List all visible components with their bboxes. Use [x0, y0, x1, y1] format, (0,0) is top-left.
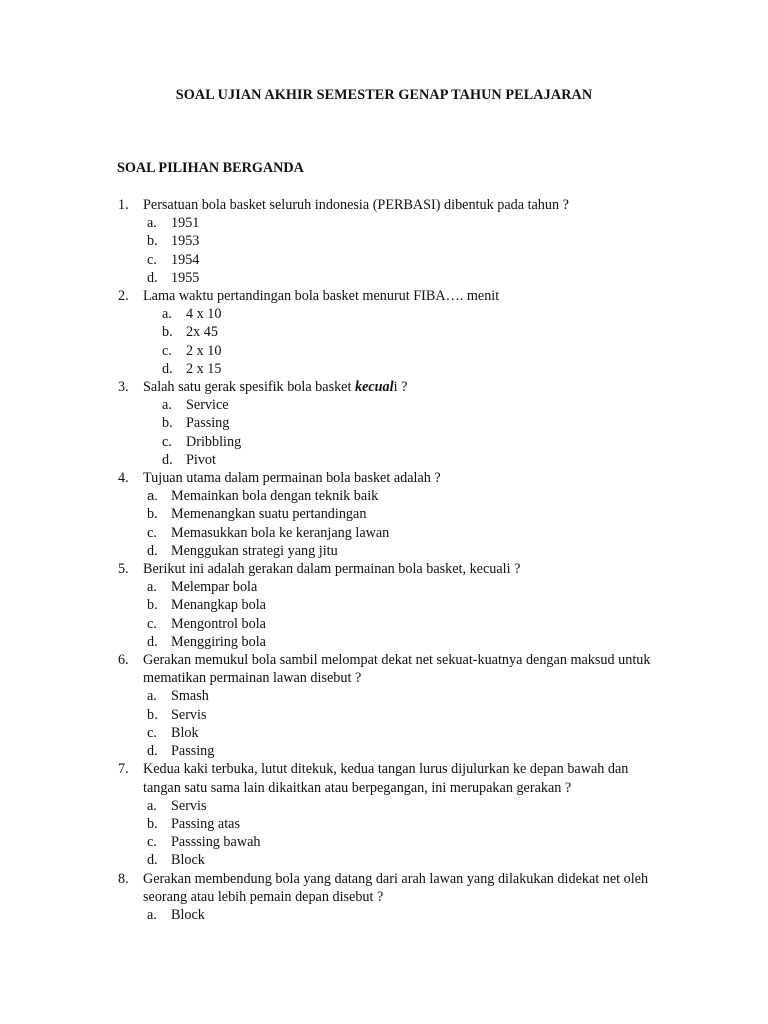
section-title: SOAL PILIHAN BERGANDA	[117, 160, 304, 176]
option-item	[0, 269, 768, 287]
option-letter: a.	[147, 797, 157, 814]
option-item	[0, 505, 768, 523]
option-letter: c.	[147, 615, 157, 632]
option-item	[0, 542, 768, 560]
option-item	[0, 742, 768, 760]
option-letter: d.	[162, 360, 173, 377]
option-item	[0, 596, 768, 614]
option-list	[0, 396, 768, 469]
option-letter: c.	[147, 251, 157, 268]
question-text: Berikut ini adalah gerakan dalam permainan bola basket, kecuali ?	[143, 561, 521, 578]
question-text-before: Salah satu gerak spesifik bola basket	[143, 379, 355, 396]
option-text: 4 x 10	[186, 306, 222, 323]
question-text: Tujuan utama dalam permainan bola basket adalah ?	[143, 470, 441, 487]
option-letter: b.	[147, 233, 158, 250]
question-number: 6.	[118, 652, 129, 669]
option-text: 2 x 15	[186, 360, 222, 377]
option-text: Memenangkan suatu pertandingan	[171, 506, 367, 523]
option-item	[0, 633, 768, 651]
option-list	[0, 214, 768, 287]
option-item	[0, 706, 768, 724]
option-item	[0, 342, 768, 360]
question-emphasis: kecual	[354, 379, 394, 396]
option-item	[0, 797, 768, 815]
option-letter: b.	[147, 815, 158, 832]
option-text: Servis	[171, 797, 207, 814]
option-text: Memainkan bola dengan teknik baik	[171, 488, 379, 505]
option-item	[0, 433, 768, 451]
option-text: Menggukan strategi yang jitu	[171, 542, 338, 559]
question-text: Persatuan bola basket seluruh indonesia (PERBASI) dibentuk pada tahun ?	[143, 197, 569, 213]
question-text: Gerakan memukul bola sambil melompat dekat net sekuat-kuatnya dengan maksud untuk mematikan permainan lawan disebut ?	[143, 652, 651, 687]
option-letter: d.	[147, 743, 158, 760]
question-number: 1.	[118, 197, 129, 213]
option-text: Pivot	[186, 451, 216, 468]
option-text: Memasukkan bola ke keranjang lawan	[171, 524, 390, 541]
option-text: Block	[171, 906, 205, 923]
option-letter: c.	[147, 724, 157, 741]
option-text: 1955	[171, 269, 200, 286]
option-letter: a.	[147, 488, 158, 504]
question-item	[0, 760, 768, 869]
option-item	[0, 487, 768, 505]
question-number: 3.	[118, 379, 129, 396]
option-text: 1954	[171, 251, 200, 268]
option-item	[0, 451, 768, 469]
option-list	[0, 687, 768, 760]
option-item	[0, 615, 768, 633]
option-item	[0, 360, 768, 378]
option-text: Passing atas	[171, 815, 240, 832]
question-item	[0, 196, 768, 287]
option-text: Menggiring bola	[171, 633, 266, 650]
document-title: SOAL UJIAN AKHIR SEMESTER GENAP TAHUN PELAJARAN	[175, 87, 593, 103]
option-text: Servis	[171, 706, 207, 723]
option-letter: d.	[147, 269, 158, 286]
option-letter: a.	[147, 688, 157, 705]
option-letter: d.	[147, 542, 158, 559]
option-letter: b.	[147, 506, 158, 523]
option-letter: d.	[162, 451, 173, 468]
question-item	[0, 469, 768, 560]
option-text: Passsing bawah	[171, 834, 261, 851]
question-number: 5.	[118, 561, 129, 578]
question-number: 7.	[118, 761, 129, 778]
option-item	[0, 815, 768, 833]
option-item	[0, 323, 768, 341]
option-letter: a.	[147, 579, 157, 596]
option-letter: a.	[162, 306, 172, 323]
option-list	[0, 305, 768, 378]
option-letter: b.	[147, 706, 158, 723]
question-item	[0, 378, 768, 469]
option-item	[0, 396, 768, 414]
option-text: Smash	[171, 688, 209, 705]
option-item	[0, 724, 768, 742]
question-item	[0, 560, 768, 651]
option-letter: c.	[162, 342, 172, 359]
option-item	[0, 906, 768, 924]
option-item	[0, 251, 768, 269]
option-item	[0, 305, 768, 323]
option-letter: c.	[147, 834, 157, 851]
question-item	[0, 651, 768, 760]
question-text: Kedua kaki terbuka, lutut ditekuk, kedua tangan lurus dijulurkan ke depan bawah dan tangan satu sama lain dikaitkan atau berpegangan, ini merupakan gerakan ?	[143, 761, 629, 796]
option-letter: c.	[147, 524, 157, 541]
question-text-after: i ?	[393, 379, 408, 396]
option-list	[0, 487, 768, 560]
question-number: 4.	[118, 470, 129, 487]
option-letter: a.	[147, 906, 157, 923]
option-item	[0, 578, 768, 596]
option-text: Menangkap bola	[171, 597, 266, 614]
option-item	[0, 414, 768, 432]
option-list	[0, 797, 768, 870]
option-item	[0, 232, 768, 250]
option-item	[0, 851, 768, 869]
option-letter: a.	[147, 215, 157, 232]
option-item	[0, 833, 768, 851]
option-letter: b.	[162, 324, 173, 341]
option-text: Dribbling	[186, 433, 242, 450]
option-letter: d.	[147, 852, 158, 869]
option-text: 1953	[171, 233, 200, 250]
option-item	[0, 214, 768, 232]
option-text: 1951	[171, 215, 200, 232]
question-number: 8.	[118, 870, 129, 887]
question-item	[0, 287, 768, 378]
option-text: Melempar bola	[171, 579, 258, 596]
option-letter: d.	[147, 633, 158, 650]
option-item	[0, 524, 768, 542]
option-text: Block	[171, 852, 205, 869]
option-text: Service	[186, 397, 229, 414]
option-text: Passing	[171, 743, 215, 760]
option-letter: b.	[147, 597, 158, 614]
question-list	[0, 196, 768, 924]
option-letter: c.	[162, 433, 172, 450]
option-text: Mengontrol bola	[171, 615, 266, 632]
option-list	[0, 906, 768, 924]
option-text: Passing	[186, 415, 230, 432]
question-text	[143, 379, 407, 395]
option-letter: b.	[162, 415, 173, 432]
option-text: Blok	[171, 724, 199, 741]
option-text: 2 x 10	[186, 342, 222, 359]
question-text: Lama waktu pertandingan bola basket menurut FIBA…. menit	[143, 288, 500, 305]
option-list	[0, 578, 768, 651]
question-text: Gerakan membendung bola yang datang dari arah lawan yang dilakukan didekat net oleh seorang atau lebih pemain depan disebut ?	[143, 870, 649, 905]
question-item	[0, 870, 768, 925]
option-item	[0, 687, 768, 705]
option-text: 2x 45	[186, 324, 218, 341]
option-letter: a.	[162, 397, 172, 414]
question-number: 2.	[118, 288, 129, 305]
